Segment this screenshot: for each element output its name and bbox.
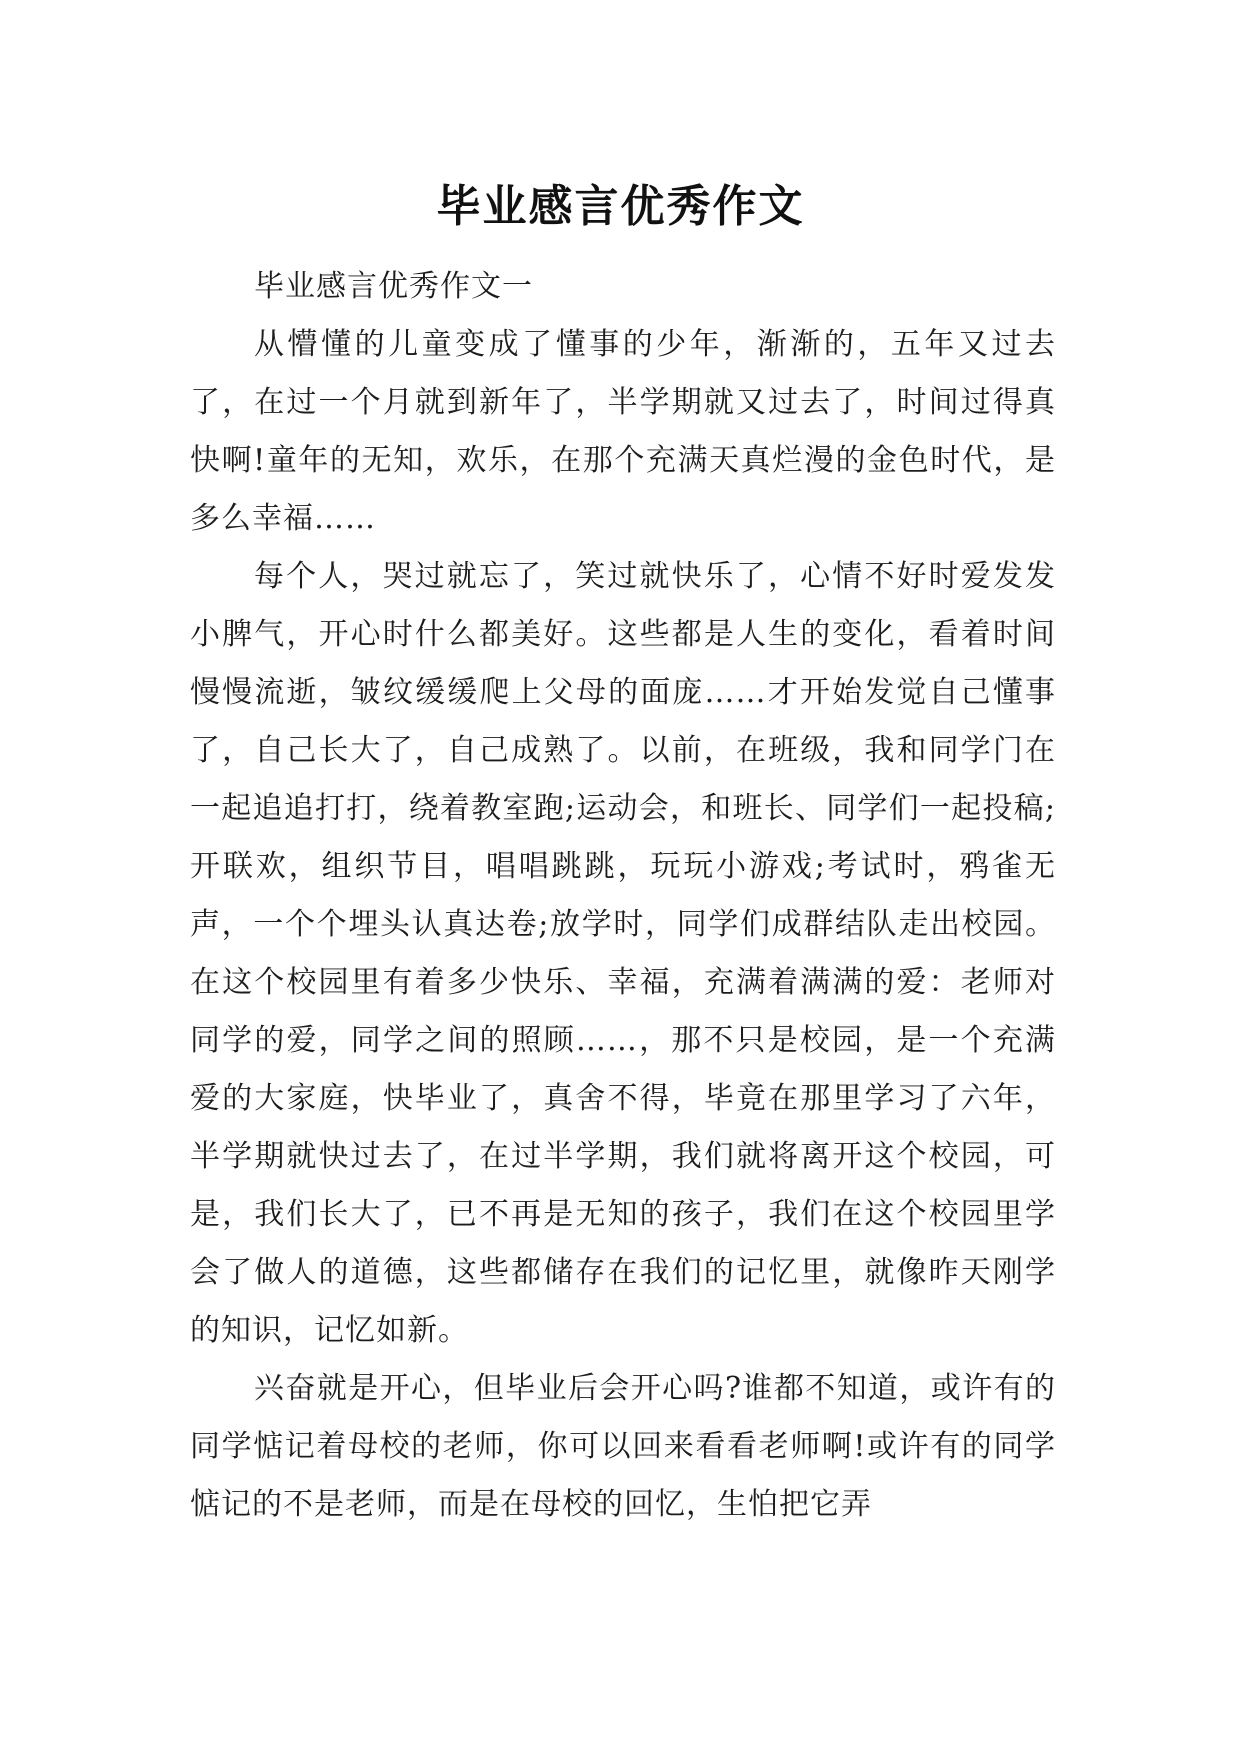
paragraph-3: 兴奋就是开心，但毕业后会开心吗?谁都不知道，或许有的同学惦记着母校的老师，你可以回来看看老师啊!或许有的同学惦记的不是老师，而是在母校的回忆，生怕把它弄 — [190, 1371, 1056, 1522]
document-title: 毕业感言优秀作文 — [436, 181, 805, 233]
section-heading: 毕业感言优秀作文一 — [254, 269, 533, 304]
paragraph-1: 从懵懂的儿童变成了懂事的少年，渐渐的，五年又过去了，在过一个月就到新年了，半学期就又过去了，时间过得真快啊!童年的无知，欢乐，在那个充满天真烂漫的金色时代，是多么幸福…… — [190, 327, 1056, 536]
document-body — [190, 258, 1056, 1534]
paragraph-2: 每个人，哭过就忘了，笑过就快乐了，心情不好时爱发发小脾气，开心时什么都美好。这些都是人生的变化，看着时间慢慢流逝，皱纹缓缓爬上父母的面庞……才开始发觉自己懂事了，自己长大了，自己成熟了。以前，在班级，我和同学门在一起追追打打，绕着教室跑;运动会，和班长、同学们一起投稿;开联欢，组织节目，唱唱跳跳，玩玩小游戏;考试时，鸦雀无声，一个个埋头认真达卷;放学时，同学们成群结队走出校园。在这个校园里有着多少快乐、幸福，充满着满满的爱：老师对同学的爱，同学之间的照顾……，那不只是校园，是一个充满爱的大家庭，快毕业了，真舍不得，毕竟在那里学习了六年，半学期就快过去了，在过半学期，我们就将离开这个校园，可是，我们长大了，已不再是无知的孩子，我们在这个校园里学会了做人的道德，这些都储存在我们的记忆里，就像昨天刚学的知识，记忆如新。 — [190, 559, 1056, 1348]
